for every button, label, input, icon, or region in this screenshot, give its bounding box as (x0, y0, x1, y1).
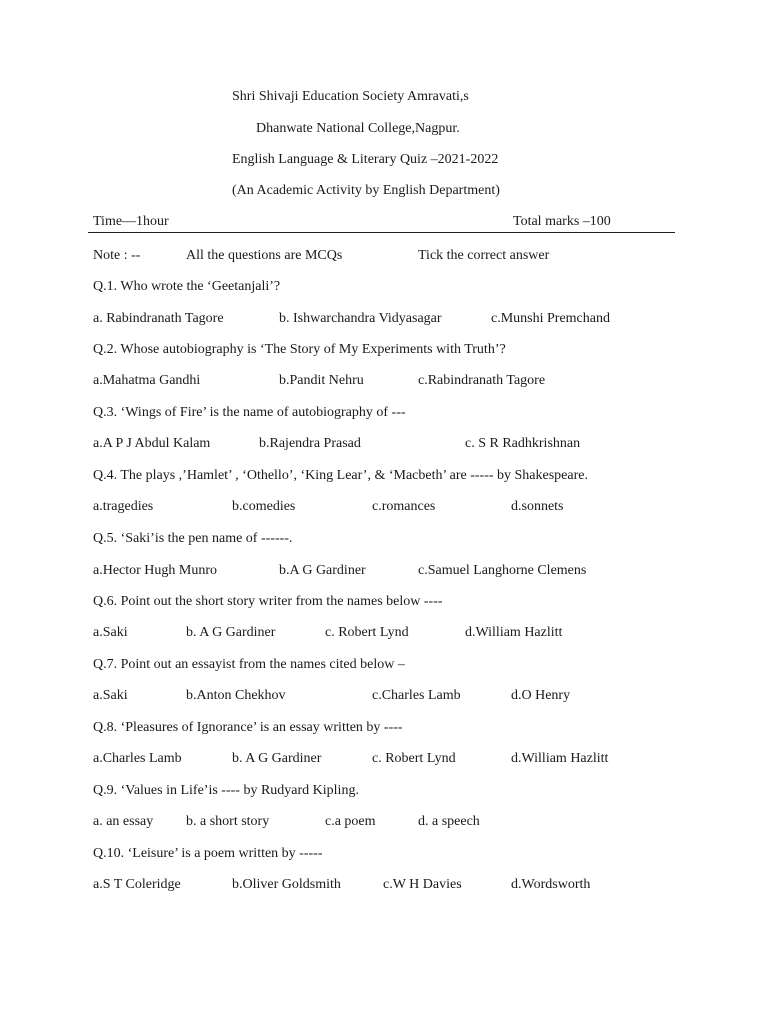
note-instruction: Tick the correct answer (418, 248, 550, 263)
option-6b[interactable]: b. A G Gardiner (186, 625, 276, 640)
option-9b[interactable]: b. a short story (186, 814, 270, 829)
option-10c[interactable]: c.W H Davies (383, 877, 462, 892)
question-6: Q.6. Point out the short story writer from the names below ---- (93, 594, 443, 609)
option-9c[interactable]: c.a poem (325, 814, 376, 829)
option-4a[interactable]: a.tragedies (93, 499, 154, 514)
option-3a[interactable]: a.A P J Abdul Kalam (93, 436, 211, 451)
option-9d[interactable]: d. a speech (418, 814, 480, 829)
option-5b[interactable]: b.A G Gardiner (279, 563, 366, 578)
option-8c[interactable]: c. Robert Lynd (372, 751, 456, 766)
note-label: Note : -- (93, 248, 141, 263)
header-divider (88, 232, 675, 233)
question-5: Q.5. ‘Saki’is the pen name of ------. (93, 531, 293, 546)
option-1b[interactable]: b. Ishwarchandra Vidyasagar (279, 311, 442, 326)
quiz-title: English Language & Literary Quiz –2021-2022 (232, 152, 499, 167)
question-10: Q.10. ‘Leisure’ is a poem written by ----- (93, 846, 323, 861)
question-7: Q.7. Point out an essayist from the names cited below – (93, 657, 405, 672)
question-1: Q.1. Who wrote the ‘Geetanjali’? (93, 279, 281, 294)
question-4: Q.4. The plays ,’Hamlet’ , ‘Othello’, ‘King Lear’, & ‘Macbeth’ are ----- by Shakespeare. (93, 468, 588, 483)
option-8d[interactable]: d.William Hazlitt (511, 751, 609, 766)
option-7d[interactable]: d.O Henry (511, 688, 571, 703)
total-marks: Total marks –100 (513, 214, 611, 229)
option-2a[interactable]: a.Mahatma Gandhi (93, 373, 201, 388)
option-5a[interactable]: a.Hector Hugh Munro (93, 563, 218, 578)
option-4b[interactable]: b.comedies (232, 499, 296, 514)
option-4d[interactable]: d.sonnets (511, 499, 564, 514)
quiz-subtitle: (An Academic Activity by English Department) (232, 183, 500, 198)
option-10b[interactable]: b.Oliver Goldsmith (232, 877, 341, 892)
option-2b[interactable]: b.Pandit Nehru (279, 373, 364, 388)
college-name: Dhanwate National College,Nagpur. (256, 121, 460, 136)
option-9a[interactable]: a. an essay (93, 814, 154, 829)
option-1a[interactable]: a. Rabindranath Tagore (93, 311, 224, 326)
option-3c[interactable]: c. S R Radhkrishnan (465, 436, 581, 451)
option-5c[interactable]: c.Samuel Langhorne Clemens (418, 563, 587, 578)
option-8b[interactable]: b. A G Gardiner (232, 751, 322, 766)
option-4c[interactable]: c.romances (372, 499, 436, 514)
question-2: Q.2. Whose autobiography is ‘The Story of My Experiments with Truth’? (93, 342, 506, 357)
option-7a[interactable]: a.Saki (93, 688, 128, 703)
option-8a[interactable]: a.Charles Lamb (93, 751, 182, 766)
question-9: Q.9. ‘Values in Life’is ---- by Rudyard Kipling. (93, 783, 359, 798)
question-3: Q.3. ‘Wings of Fire’ is the name of autobiography of --- (93, 405, 406, 420)
option-10a[interactable]: a.S T Coleridge (93, 877, 181, 892)
option-2c[interactable]: c.Rabindranath Tagore (418, 373, 546, 388)
note-mcq: All the questions are MCQs (186, 248, 343, 263)
option-6a[interactable]: a.Saki (93, 625, 128, 640)
option-10d[interactable]: d.Wordsworth (511, 877, 591, 892)
option-7b[interactable]: b.Anton Chekhov (186, 688, 286, 703)
option-6c[interactable]: c. Robert Lynd (325, 625, 409, 640)
option-3b[interactable]: b.Rajendra Prasad (259, 436, 361, 451)
time-label: Time—1hour (93, 214, 169, 229)
option-6d[interactable]: d.William Hazlitt (465, 625, 563, 640)
option-1c[interactable]: c.Munshi Premchand (491, 311, 610, 326)
society-name: Shri Shivaji Education Society Amravati,s (232, 89, 469, 104)
option-7c[interactable]: c.Charles Lamb (372, 688, 461, 703)
question-8: Q.8. ‘Pleasures of Ignorance’ is an essay written by ---- (93, 720, 403, 735)
